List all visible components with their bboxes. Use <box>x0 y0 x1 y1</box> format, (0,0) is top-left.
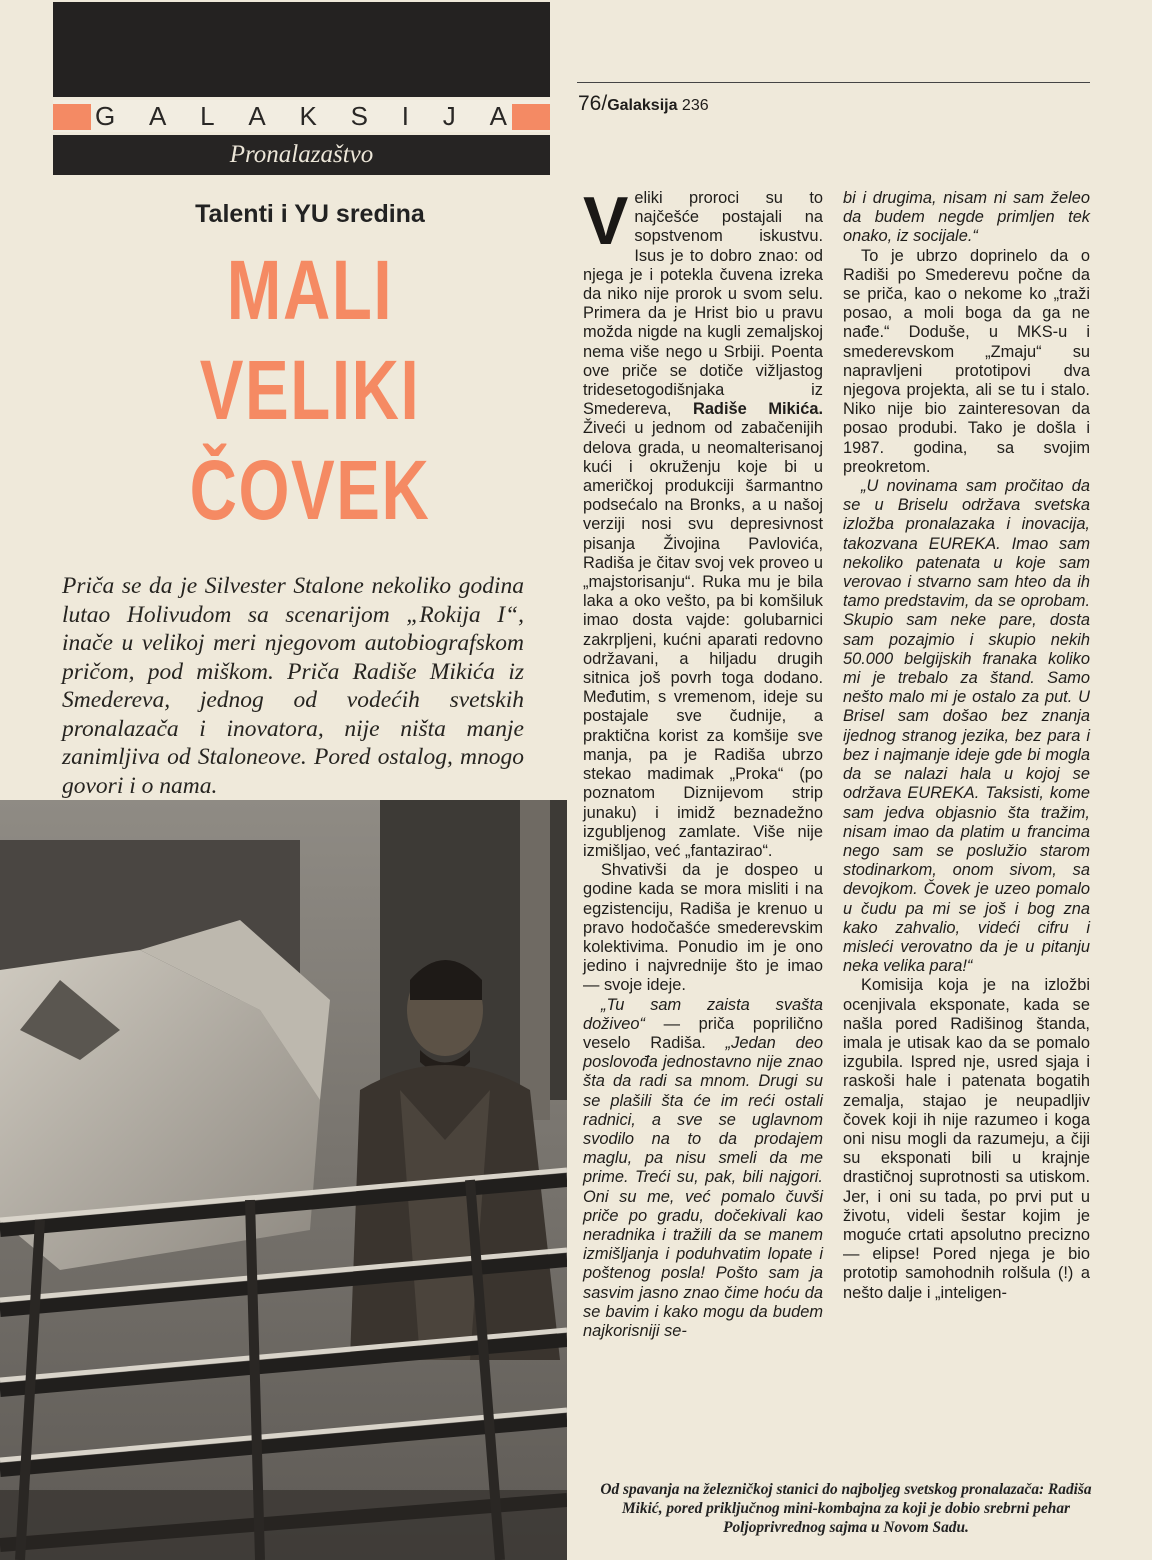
photo-caption: Od spavanja na železničkoj stanici do najboljeg svetskog pronalazača: Radiša Mikić, pored priključnog mini-kombajna za koji je dobio srebrni pehar Poljoprivrednog sajma u Novom Sadu. <box>600 1481 1092 1536</box>
brand-letter: A <box>489 100 507 131</box>
photo-man-with-harvester <box>0 800 567 1560</box>
headline-line: VELIKI <box>199 343 421 437</box>
header-accent-right <box>512 104 550 130</box>
header-black-bar <box>53 2 550 97</box>
issue-number: 236 <box>677 97 709 114</box>
bold-name: Radiše Mikića. <box>692 400 823 419</box>
quote-span: bi i drugima, nisam ni sam želeo da budem negde primljen tek onako, iz socijale.“ <box>843 189 1090 246</box>
page-num-value: 76/ <box>578 92 608 115</box>
headline <box>189 240 431 540</box>
top-rule <box>577 82 1090 83</box>
article-column-2 <box>843 189 1090 1303</box>
paragraph <box>843 189 1090 247</box>
headline-line: ČOVEK <box>189 443 431 537</box>
paragraph <box>583 996 823 1342</box>
magazine-brand <box>95 100 507 132</box>
page-number <box>578 92 709 116</box>
text-span: — priča poprilično veselo Radiša. <box>583 1014 823 1052</box>
article-column-1 <box>583 183 823 1341</box>
brand-letter: I <box>401 100 409 131</box>
paragraph <box>843 477 1090 976</box>
quote-span: „U novinama sam pročitao da se u Briselu održava svetska izložba pronalazaka i inovacija, takozvana EUREKA. Imao sam nekoliko patenata u koje sam verovao i stvarno sam hteo da ih tamo predstavim, da se oprobam. Skupio sam neke pare, dosta sam pozajmio i skupio nekih 50.000 belgijskih franaka koliko mi je trebalo za štand. Samo nešto malo mi je ostalo za put. U Brisel sam došao bez znanja ijednog stranog jezika, bez para i bez i najmanje ideje gde bi mogla da se nalazi hala u kojoj se održava EUREKA. Taksisti, kome sam jedva objasnio šta tražim, nisam imao da platim u francima nego sam se poslužio starom stodinarkom, onom sivom, sa devojkom. Čovek je uzeo pomalo u čudu pa mi se još i bog zna kako zahvalio, videći cifru i misleći verovatno da je u pitanju neka velika para!“ <box>843 477 1090 976</box>
brand-letter: G <box>95 100 116 131</box>
drop-cap: V <box>583 183 629 259</box>
paragraph: Komisija koja je na izložbi ocenjivala eksponate, kada se našla pored Radišinog štanda, imala je utisak kao da se pomalo izgubila. Ispred nje, usred sjaja i raskoši hale i patenata bogatih zemalja, stajao je neupadljiv čovek koji ih nije razumeo i koga oni nisu mogli da razumeju, a čiji su eksponati bili u krajnje drastičnoj suprotnosti sa utiskom. Jer, i oni su tada, po prvi put u životu, videli šestar kojim je moguće crtati apsolutno precizno — elipse! Pored njega je bio prototip samohodnih rolšula (!) a nešto dalje i „inteligen- <box>843 976 1090 1302</box>
brand-letter: K <box>299 100 317 131</box>
text-span: eliki proroci su to najčešće postajali na sopstvenom iskustvu. Isus je to dobro znao: od njega je i potekla čuvena izreka da niko nije prorok u svom selu. Primera da je Hrist bio u pravu možda nigde na kugli zemaljskoj nema više nego u Srbiji. Poenta ove priče se dotiče vižljastog tridesetogodišnjaka iz Smedereva, <box>583 189 823 419</box>
quote-span: „Tu sam zaista svašta doživeo“ <box>583 995 823 1033</box>
paragraph: Shvativši da je dospeo u godine kada se mora misliti i na egzistenciju, Radiša je krenuo u pravo hodočašće smederevskim kolektivima. Ponudio im je ono jedino i najvrednije što je imao — svoje ideje. <box>583 861 823 995</box>
brand-letter: A <box>248 100 266 131</box>
paragraph <box>583 183 823 861</box>
brand-letter: S <box>350 100 368 131</box>
headline-line: MALI <box>226 243 394 337</box>
brand-letter: A <box>149 100 167 131</box>
quote-span: „Jedan deo poslovođa jednostavno nije znao šta da radi sa mnom. Drugi su se plašili šta će im reći ostali radnici, a sve se uglavnom svodilo na to da prodajem maglu, pa nisu smeli da me prime. Treći su, pak, bili najgori. Oni su me, već pomalo čuvši priče po gradu, dočekivali kao neradnika i tražili da se manem izmišljanja i poduhvatim lopate i poštenog posla! Pošto sam ja sasvim jasno znao čime hoću da se bavim i kako mogu da budem najkorisniji se- <box>583 1033 823 1340</box>
brand-letter: J <box>442 100 456 131</box>
text-span: Živeći u jednom od zabačenijih delova grada, u neomalterisanoj kući i okruženju koje bi u američkoj produkciji šarmantno podsećalo na Bronks, a u našoj verziji nosi svu depresivnost pisanja Živojina Pavlovića, Radiša je čitav svoj vek proveo u „majstorisanju“. Ruka mu je bila laka a oko vešto, pa bi komšiluk imao dosta vajde: golubarnici zakrpljeni, kućni aparati redovno održavani, a hiljadu drugih sitnica još povrh toga dodano. Međutim, s vremenom, ideje su postajale sve čudnije, a praktična korist za komšije sve manja, pa je Radiša ubrzo stekao madimak „Proka“ (po poznatom Diznijevom strip junaku) i imidž beznadežno izgubljenog zamlate. Više nije izmišljao, već „fantazirao“. <box>583 419 823 860</box>
paragraph: To je ubrzo doprinelo da o Radiši po Smederevu počne da se priča, kao o nekome ko „traži posao, a moli boga da ga ne nađe.“ Doduše, u MKS-u i smederevskom „Zmaju“ su napravljeni prototipovi dva njegova projekta, ali se tu i stalo. Niko nije bio zainteresovan da posao produbi. Tako je došla i 1987. godina, sa svojim preokretom. <box>843 246 1090 476</box>
lead-paragraph: Priča se da je Silvester Stalone nekoliko godina lutao Holivudom sa scenarijom „Rokija I“, inače u velikoj meri njegovom autobiografskom pričom, pod miškom. Priča Radiše Mikića iz Smedereva, jednog od vodećih svetskih pronalazača i inovatora, nije ništa manje zanimljiva od Staloneove. Pored ostalog, mnogo govori i o nama. <box>62 573 524 799</box>
header-accent-left <box>53 104 91 130</box>
section-title: Pronalazaštvo <box>53 135 550 175</box>
kicker: Talenti i YU sredina <box>195 200 425 228</box>
page-brand: Galaksija <box>607 97 678 114</box>
brand-letter: L <box>200 100 215 131</box>
